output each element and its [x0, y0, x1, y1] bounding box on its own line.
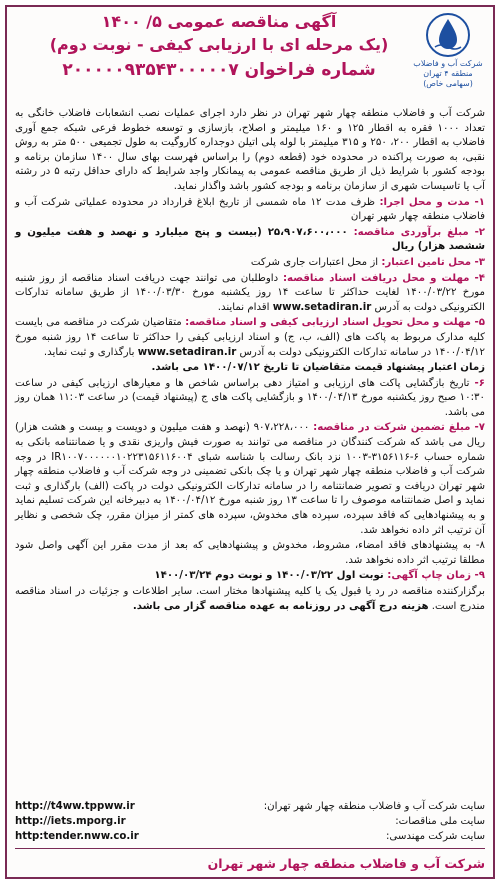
site-url[interactable]: http://iets.mporg.ir [15, 816, 126, 827]
site-row [15, 814, 485, 829]
section-5 [15, 316, 485, 360]
validity-note: زمان اعتبار پیشنهاد قیمت متقاضیان تا تاریخ ۱۴۰۰/۰۷/۱۲ می باشد. [151, 362, 485, 374]
notice-title: آگهی مناقصه عمومی ۵/ ۱۴۰۰ [101, 12, 337, 31]
section-5-heading: ۵- مهلت و محل تحویل اسناد ارزیابی کیفی و اسناد مناقصه: [185, 317, 485, 329]
website-list [15, 799, 485, 844]
intro-paragraph: شرکت آب و فاضلاب منطقه چهار شهر تهران در نظر دارد اجرای عملیات نصب انشعابات فاضلاب خانگی به تعداد ۱۰۰۰ فقره به اقطار ۱۲۵ و ۱۶۰ میلیمتر و اصلاح، بازسازی و توسعه خطوط فرعی شبکه جمع آوری فاضلاب به اقطار ۲۰۰، ۲۵۰ و ۳۱۵ میلیمتر با لوله پلی اتیلن دوجداره کاروگیت به طول تجمیعی ۵۰۰ متر به روش نقبی، به صورت پراکنده در محدوده خود (قطعه دوم) را براساس فهرست بهای سال ۱۴۰۰ سازمان برنامه و بودجه کشور با شرایط ذیل از طریق مناقصه عمومی به پیمانکار واجد شرایط که دارای حداقل رتبه ۵ در رشته آب یا تاسیسات شهری از سازمان برنامه و بودجه کشور باشد واگذار نماید. [15, 108, 485, 192]
footer-divider [15, 848, 485, 849]
ad-cost-note: هزینه درج آگهی در روزنامه به عهده مناقصه گزار می باشد. [132, 600, 429, 612]
notice-subtitle: (یک مرحله ای با ارزیابی کیفی - نوبت دوم) [49, 35, 389, 54]
notice-body [15, 107, 485, 615]
section-6 [15, 377, 485, 421]
water-drop-icon [425, 11, 471, 59]
footer-company-name: شرکت آب و فاضلاب منطقه چهار شهر تهران [207, 856, 485, 871]
site-label: سایت شرکت مهندسی: [386, 831, 485, 842]
setadiran-link-2[interactable]: www.setadiran.ir [137, 346, 237, 358]
section-7 [15, 421, 485, 538]
section-4-text: داوطلبان می توانند جهت دریافت اسناد مناقصه از روز شنبه مورخ ۱۴۰۰/۰۳/۲۲ لغایت حداکثر تا ساعت ۱۴ روز یکشنبه مورخ ۱۴۰۰/۰۳/۳۰ از طریق سامانه تدارکات الکترونیکی دولت به آدرس [15, 272, 485, 313]
section-2 [15, 226, 485, 255]
site-label: سایت ملی مناقصات: [395, 816, 485, 827]
closing-text: برگزارکننده مناقصه در رد یا قبول یک یا کلیه پیشنهادها مختار است. سایر اطلاعات و جزئیات در اسناد مناقصه مندرج است. [15, 586, 485, 612]
section-4-tail: اقدام نمایند. [217, 301, 273, 313]
section-7-text: ۹۰۷،۲۲۸،۰۰۰ (نهصد و هفت میلیون و دویست و بیست و هشت هزار) ریال می باشد که شرکت کنندگان در مناقصه می توانند به صورت فیش واریزی نقدی و یا ضمانتنامه بانکی به شماره حساب ۶-۳۱۵۶۱۱۶-۱۰۰۳ نزد بانک رسالت با شناسه شبای IR۱۰۰۷۰۰۰۰۰۰۱۰۲۲۳۱۵۶۱۱۶۰۰۴ در وجه شرکت آب و فاضلاب منطقه چهار شهر تهران و یا چک بانکی تضمینی در وجه شرکت آب و فاضلاب منطقه چهار شهر تهران دریافت و تصویر ضمانتنامه را در سامانه تدارکات الکترونیکی دولت در پاکت (الف) بارگذاری و ثبت نماید و اصل ضمانتنامه موصوف را تا ساعت ۱۳ روز شنبه مورخ ۱۴۰۰/۰۴/۱۲ به دبیرخانه این شرکت تسلیم نماید و به پیشنهادهایی که فاقد سپرده، سپرده های مخدوش، سپرده های کمتر از میزان مقرر، چک شخصی و نظایر آن ترتیب اثر داده نخواهد شد. [15, 422, 485, 536]
section-9-heading: ۹- زمان چاپ آگهی: [387, 570, 485, 582]
section-3 [15, 256, 485, 271]
section-5-tail: بارگذاری و ثبت نماید. [43, 346, 138, 358]
site-row [15, 799, 485, 814]
logo-line-2: منطقه ۴ تهران [423, 69, 473, 78]
setadiran-link[interactable]: www.setadiran.ir [272, 301, 372, 313]
logo-line-1: شرکت آب و فاضلاب [413, 59, 483, 68]
title-block [29, 11, 409, 83]
section-9 [15, 569, 485, 584]
section-6-text: تاریخ بازگشایی پاکت های ارزیابی و امتیاز دهی براساس شاخص ها و معیارهای ارزیابی کیفی در ساعت ۱۰:۳۰ صبح روز یکشنبه مورخ ۱۴۰۰/۰۴/۱۳ و بازگشایی پاکت های ج (پیشنهاد قیمت) در ساعت ۱۱:۰۳ همان روز می باشد. [15, 377, 485, 418]
logo-line-3: (سهامی خاص) [423, 79, 473, 88]
site-row [15, 829, 485, 844]
tender-notice [5, 5, 495, 879]
section-3-text: از محل اعتبارات جاری شرکت [250, 256, 382, 268]
closing-paragraph [15, 585, 485, 614]
section-4 [15, 272, 485, 316]
section-1-text: ظرف مدت ۱۲ ماه شمسی از تاریخ ابلاغ قرارداد در محدوده عملیاتی شرکت آب و فاضلاب منطقه چهار شهر تهران [15, 196, 485, 223]
section-1 [15, 196, 485, 225]
company-logo [409, 11, 487, 89]
section-3-heading: ۳- محل تامین اعتبار: [381, 256, 485, 268]
notice-header [7, 7, 493, 105]
site-label: سایت شرکت آب و فاضلاب منطقه چهار شهر تهران: [263, 801, 485, 812]
section-8: ۸- به پیشنهادهای فاقد امضاء، مشروط، مخدوش و پیشنهادهایی که بعد از مدت مقرر این آگهی واصل شود مطلقا ترتیب اثر داده نخواهد شد. [15, 540, 485, 566]
section-6-heading: ۶- [469, 377, 485, 389]
site-url[interactable]: http:tender.nww.co.ir [15, 831, 139, 842]
section-1-heading: ۱- مدت و محل اجرا: [379, 196, 485, 208]
call-number: شماره فراخوان ۲۰۰۰۰۰۹۳۵۴۳۰۰۰۰۰۷ [62, 60, 376, 80]
section-4-heading: ۴- مهلت و محل دریافت اسناد مناقصه: [282, 272, 486, 284]
section-2-heading: ۲- مبلغ برآوردی مناقصه: [353, 226, 486, 238]
section-2-text: ۲۵،۹۰۷،۶۰۰،۰۰۰ (بیست و پنج میلیارد و نهصد و هفت میلیون و ششصد هزار) ریال [15, 226, 485, 253]
section-9-text: نوبت اول ۱۴۰۰/۰۳/۲۲ و نوبت دوم ۱۴۰۰/۰۳/۲۴ [154, 570, 388, 582]
section-5-text: متقاضیان شرکت در مناقصه می بایست کلیه مدارک مربوط به پاکت های (الف، ب، ج) و اسناد ارزیابی کیفی را حداکثر تا ساعت ۱۴ روز شنبه مورخ ۱۴۰۰/۰۴/۱۲ در سامانه تدارکات الکترونیکی دولت به آدرس [15, 317, 485, 358]
section-7-heading: ۷- مبلغ تضمین شرکت در مناقصه: [313, 422, 485, 434]
site-url[interactable]: http://t4ww.tppww.ir [15, 801, 135, 812]
